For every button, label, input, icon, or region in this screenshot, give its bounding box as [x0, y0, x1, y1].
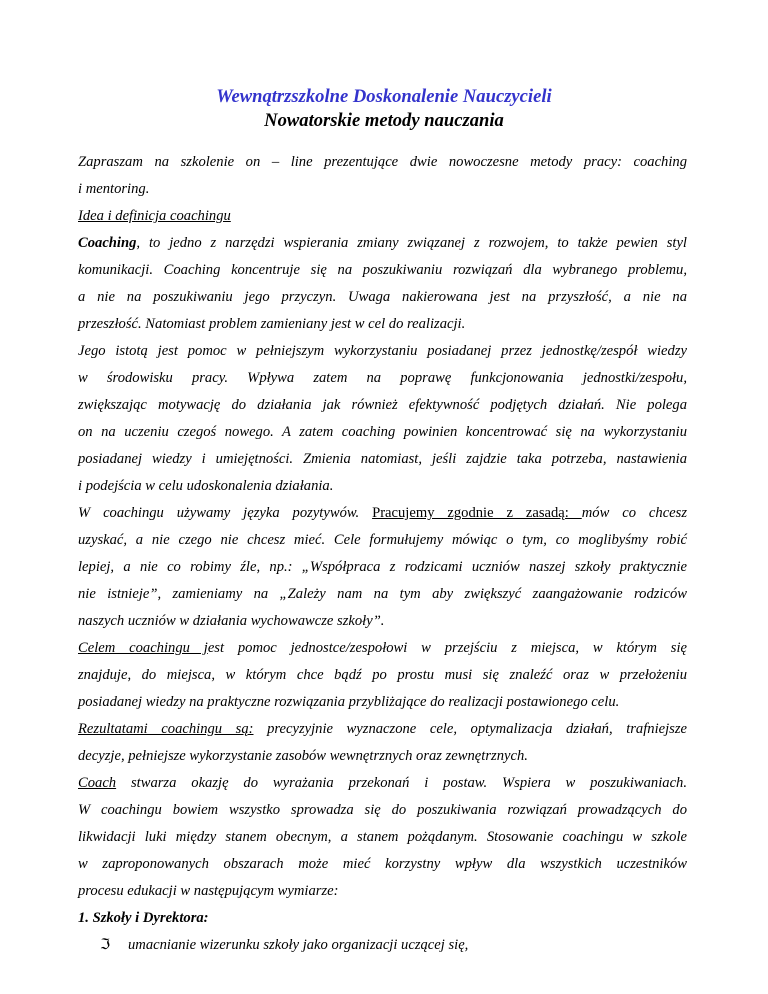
list-heading: 1. Szkoły i Dyrektora: — [78, 910, 209, 926]
paragraph-line: Jego istotą jest pomoc w pełniejszym wykorzystaniu posiadanej przez jednostkę/zespół wiedzy — [78, 343, 687, 359]
paragraph-line — [78, 639, 687, 657]
paragraph-line: a nie na poszukiwaniu jego przyczyn. Uwaga nakierowana jest na przyszłość, a nie na — [78, 289, 687, 305]
paragraph-line: nie istnieje”, zamieniamy na „Zależy nam na tym aby zwiększyć zaangażowanie rodziców — [78, 586, 687, 602]
goal-heading: Celem coachingu j — [78, 640, 208, 656]
paragraph-text: W coachingu używamy języka pozytywów. — [78, 505, 373, 521]
paragraph-line: lepiej, a nie co robimy źle, np.: „Współpraca z rodzicami uczniów naszej szkoły praktycznie — [78, 559, 687, 575]
paragraph-line: posiadanej wiedzy i umiejętności. Zmienia natomiast, jeśli zajdzie taka potrzeba, nastawienia — [78, 451, 687, 467]
paragraph-line: naszych uczniów w działania wychowawcze szkoły”. — [78, 613, 385, 629]
paragraph-line: procesu edukacji w następującym wymiarze: — [78, 883, 339, 899]
paragraph-line: uzyskać, a nie czego nie chcesz mieć. Cele formułujemy mówiąc o tym, co moglibyśmy robić — [78, 532, 687, 548]
paragraph-line: w zaproponowanych obszarach może mieć korzystny wpływ dla wszystkich uczestników — [78, 856, 687, 872]
intro-line-1: Zapraszam na szkolenie on – line prezentujące dwie nowoczesne metody pracy: coaching — [78, 154, 687, 170]
paragraph-line — [78, 720, 687, 738]
paragraph-line: w środowisku pracy. Wpływa zatem na poprawę funkcjonowania jednostki/zespołu, — [78, 370, 687, 386]
paragraph-text: est pomoc jednostce/zespołowi w przejściu z miejsca, w którym się — [207, 640, 687, 656]
list-item — [100, 936, 686, 954]
paragraph-line: likwidacji luki między stanem obecnym, a stanem pożądanym. Stosowanie coachingu w szkole — [78, 829, 687, 845]
paragraph-line — [78, 234, 687, 252]
paragraph-line: i podejścia w celu udoskonalenia działania. — [78, 478, 334, 494]
paragraph-line: decyzje, pełniejsze wykorzystanie zasobów wewnętrznych oraz zewnętrznych. — [78, 748, 528, 764]
paragraph-line: on na uczeniu czegoś nowego. A zatem coaching powinien koncentrować się na wykorzystaniu — [78, 424, 687, 440]
list-item-text: umacnianie wizerunku szkoły jako organizacji uczącej się, — [128, 937, 469, 953]
paragraph-line: komunikacji. Coaching koncentruje się na poszukiwaniu rozwiązań dla wybranego problemu, — [78, 262, 687, 278]
paragraph-line — [78, 504, 687, 522]
paragraph-text: stwarza okazję do wyrażania przekonań i postaw. Wspiera w poszukiwaniach. — [116, 775, 687, 791]
bullet-icon: ℑ — [100, 937, 111, 953]
paragraph-line: zwiększając motywację do działania jak również efektywność podjętych działań. Nie polega — [78, 397, 687, 413]
paragraph-text: precyzyjnie wyznaczone cele, optymalizacja działań, trafniejsze — [253, 721, 687, 737]
paragraph-text: , to jedno z narzędzi wspierania zmiany związanej z rozwojem, to także pewien styl — [136, 235, 687, 251]
paragraph-line: W coachingu bowiem wszystko sprowadza się do poszukiwania rozwiązań prowadzących do — [78, 802, 687, 818]
paragraph-line: znajduje, do miejsca, w którym chce bądź po prostu musi się znaleźć oraz w przełożeniu — [78, 667, 687, 683]
section-heading: Idea i definicja coachingu — [78, 208, 231, 224]
paragraph-text: mów co chcesz — [581, 505, 688, 521]
intro-line-2: i mentoring. — [78, 181, 150, 197]
coaching-term: Coaching — [78, 235, 137, 251]
principle-underlined: Pracujemy zgodnie z zasadą: — [372, 505, 582, 521]
paragraph-line: posiadanej wiedzy na praktyczne rozwiązania przybliżające do realizacji postawionego celu. — [78, 694, 620, 710]
coach-heading: Coach — [78, 775, 117, 791]
paragraph-line: przeszłość. Natomiast problem zamieniany jest w cel do realizacji. — [78, 316, 466, 332]
document-subtitle: Nowatorskie metody nauczania — [264, 110, 504, 131]
results-heading: Rezultatami coachingu są: — [78, 721, 254, 737]
paragraph-line — [78, 774, 687, 792]
document-title: Wewnątrzszkolne Doskonalenie Nauczycieli — [216, 86, 552, 107]
